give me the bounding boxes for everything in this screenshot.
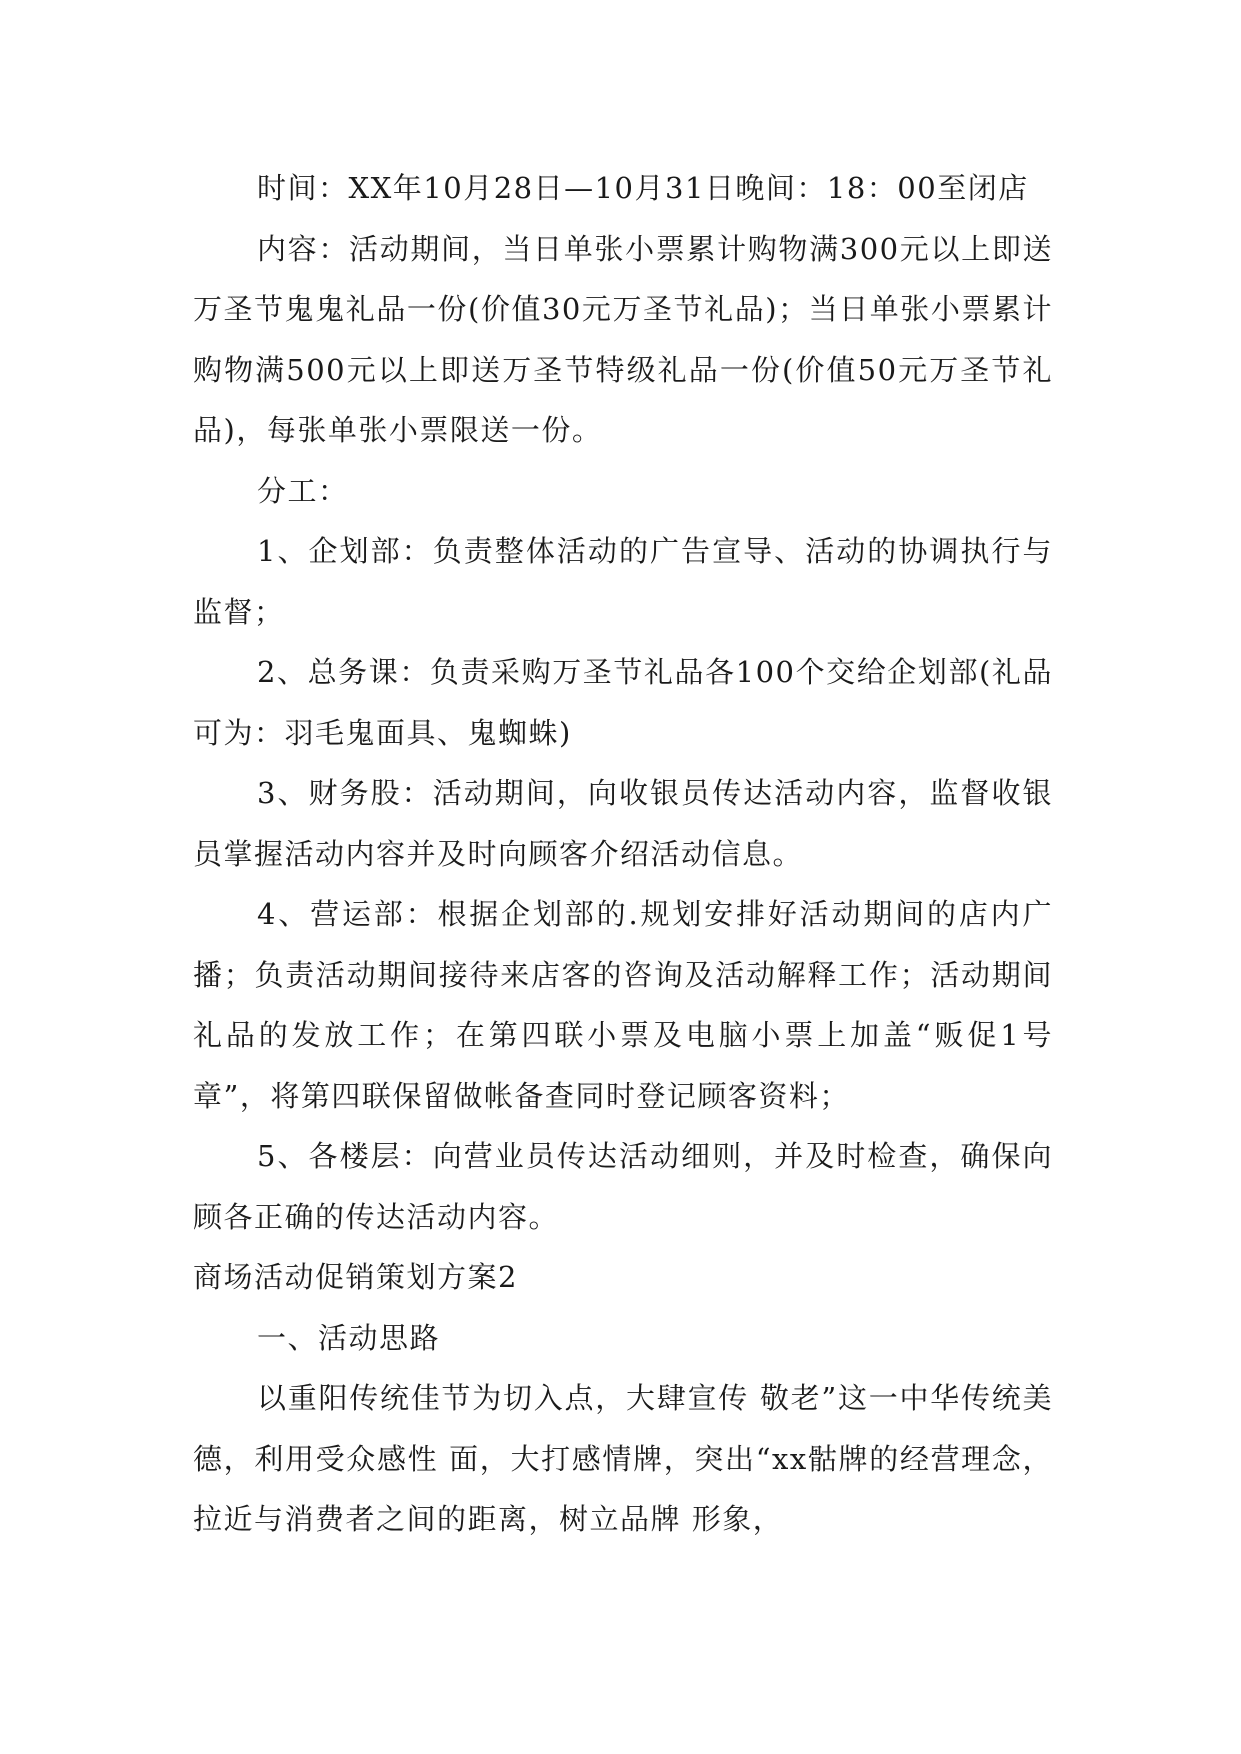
paragraph-operations: 4、营运部：根据企划部的.规划安排好活动期间的店内广播；负责活动期间接待来店客的咨询及活动解释工作；活动期间礼品的发放工作；在第四联小票及电脑小票上加盖“贩促1号章”，将第四联保留做帐备查同时登记顾客资料； bbox=[193, 897, 1053, 1113]
paragraph-division-heading: 分工： bbox=[257, 473, 349, 508]
paragraph-finance: 3、财务股：活动期间，向收银员传达活动内容，监督收银员掌握活动内容并及时向顾客介绍活动信息。 bbox=[193, 776, 1053, 871]
paragraph-content: 内容：活动期间，当日单张小票累计购物满300元以上即送万圣节鬼鬼礼品一份(价值30元万圣节礼品)；当日单张小票累计购物满500元以上即送万圣节特级礼品一份(价值50元万圣节礼品)，每张单张小票限送一份。 bbox=[193, 231, 1053, 447]
paragraph-activity-idea: 以重阳传统佳节为切入点，大肆宣传 敬老”这一中华传统美德，利用受众感性 面，大打感情牌，突出“xx骷牌的经营理念，拉近与消费者之间的距离，树立品牌 形象， bbox=[193, 1381, 1053, 1536]
paragraph-time: 时间：XX年10月28日—10月31日晚间：18：00至闭店 bbox=[257, 171, 1029, 205]
subsection-heading: 一、活动思路 bbox=[257, 1320, 441, 1355]
paragraph-floors: 5、各楼层：向营业员传达活动细则，并及时检查，确保向顾各正确的传达活动内容。 bbox=[193, 1139, 1053, 1234]
section-title: 商场活动促销策划方案2 bbox=[193, 1260, 518, 1294]
document-body bbox=[193, 158, 1053, 1550]
paragraph-general-affairs: 2、总务课：负责采购万圣节礼品各100个交给企划部(礼品可为：羽毛鬼面具、鬼蜘蛛) bbox=[193, 655, 1053, 750]
paragraph-planning-dept: 1、企划部：负责整体活动的广告宣导、活动的协调执行与监督； bbox=[193, 534, 1053, 629]
